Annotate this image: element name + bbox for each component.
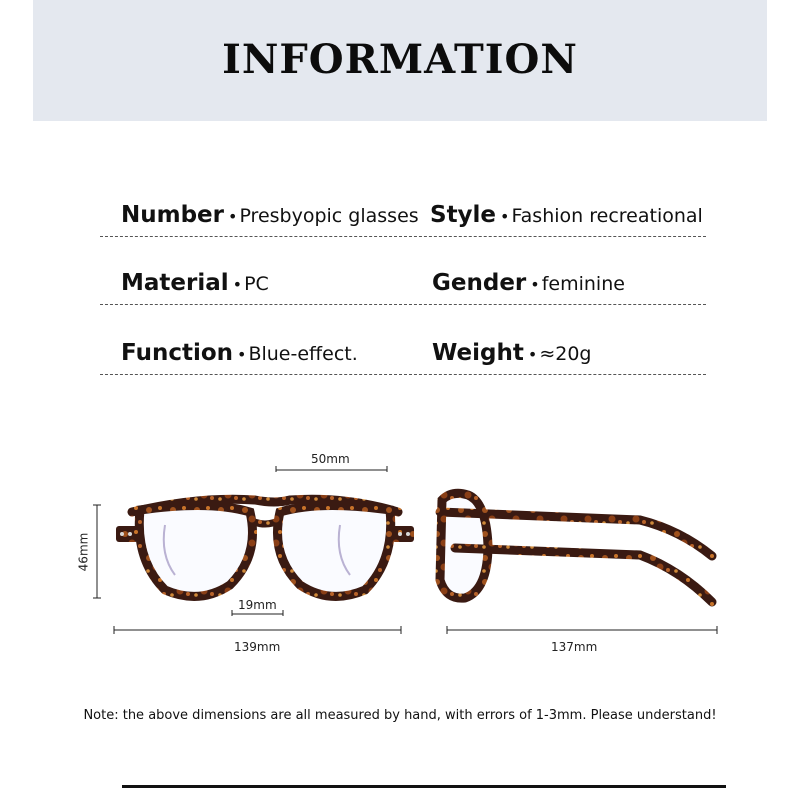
spec-value: Fashion recreational [511,205,703,227]
lens-height-line [93,505,101,598]
spec-weight: Weight • ≈20g [432,340,592,366]
right-hinge [392,526,414,542]
frame-width-line [114,626,401,634]
lens-width-label: 50mm [311,452,350,466]
rivet-icon [128,532,132,536]
spec-value: Presbyopic glasses [239,205,419,227]
spec-key: Weight [432,340,524,366]
spec-key: Style [430,202,497,228]
frame-width-label: 139mm [234,640,281,654]
spec-key: Function [121,340,234,366]
rivet-icon [406,532,410,536]
bottom-divider [122,785,726,788]
measurement-note: Note: the above dimensions are all measured by hand, with errors of 1-3mm. Please understand! [83,708,717,723]
spec-key: Gender [432,270,527,296]
spec-number: Number • Presbyopic glasses [121,202,419,228]
spec-key: Number [121,202,224,228]
spec-value: feminine [541,273,625,295]
page-title: INFORMATION [222,36,578,83]
left-lens-rim [139,505,252,596]
nose-bridge [250,520,280,524]
temple-length-label: 137mm [551,640,598,654]
spec-key: Material [121,270,229,296]
spec-material: Material • PC [121,270,269,296]
spec-value: PC [244,273,269,295]
rivet-icon [120,532,124,536]
lens-width-line [276,466,387,472]
front-view [116,499,414,596]
spec-value: ≈20g [539,343,592,365]
spec-gender: Gender • feminine [432,270,625,296]
right-lens-rim [278,505,391,596]
lens-height-label: 46mm [76,532,91,572]
side-view [440,493,712,602]
temple-length-line [447,626,717,634]
left-hinge [116,526,138,542]
rivet-icon [398,532,402,536]
spec-function: Function • Blue-effect. [121,340,358,366]
spec-style: Style • Fashion recreational [430,202,703,228]
temple-arm [455,548,712,602]
spec-value: Blue-effect. [248,343,358,365]
bridge-label: 19mm [238,598,277,612]
